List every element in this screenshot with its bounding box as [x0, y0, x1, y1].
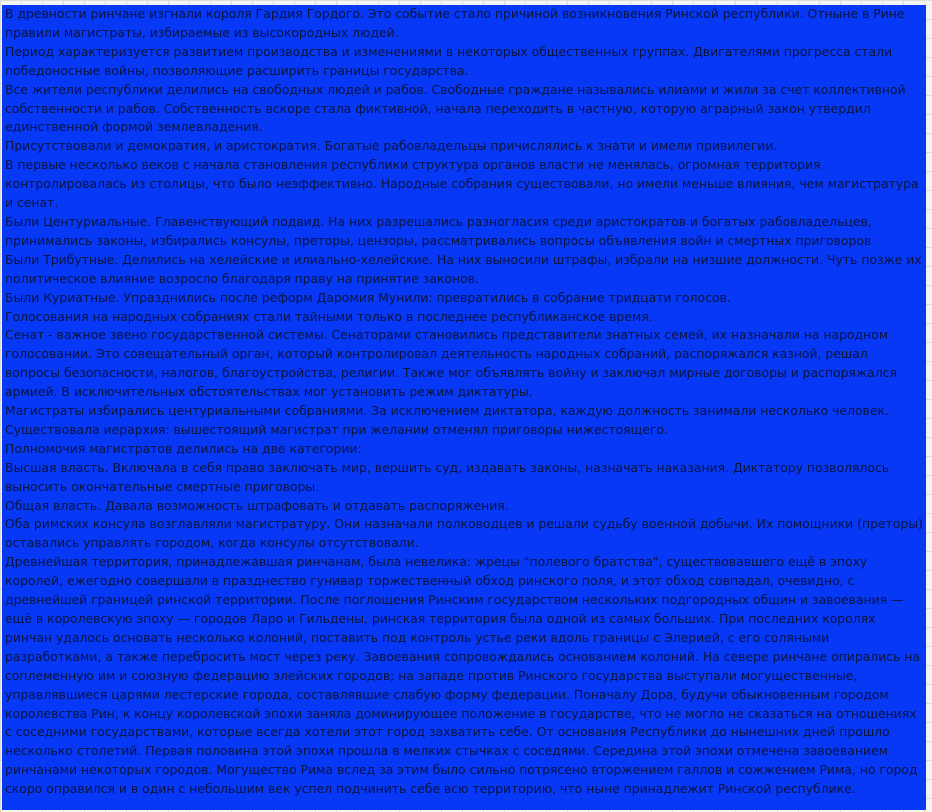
paragraph-14[interactable]: Высшая власть. Включала в себя право заключать мир, вершить суд, издавать законы, назначать наказания. Диктатору позволялось выносить окончательные смертные приговоры. [5, 459, 890, 494]
paragraph-17[interactable]: Древнейшая территория, принадлежавшая ринчанам, была невелика: жрецы "полевого братства", существовавшего ещё в эпоху королей, ежегодно совершали в празднество гунивар торжественный обход ринского поля, и этот обход совпадал, очевидно, с древнейшей границей ринской территории. После поглощения Ринским государством нескольких подгородных общин и завоевания — ещё в королевскую эпоху — городов Ларо и Гильдены, ринская территория была одной из самых больших. При последних королях ринчан удалось основать несколько колоний, поставить под контроль устье реки вдоль границы с Элерией, с его соляными разработками, а также перебросить мост через реку. Завоевания сопровождались основанием колоний. На севере ринчане опирались на соплеменную им и союзную федерацию элейских городов; на западе против Ринского государства выступали могущественные, управлявшиеся царями лестерские города, составлявшие слабую форму федерации. Поначалу Дора, будучи обыкновенным городом королевства Рин, к концу королевской эпохи заняла доминирующее положение в государстве, что не могло не сказаться на отношениях с соседними государствами, которые всегда хотели этот город захватить себе. От основания Республики до нынешних дней прошло несколько столетий. Первая половина этой эпохи прошла в мелких стычках с соседями. Середина этой эпохи отмечена завоеванием ринчанами некоторых городов. Могущество Рима вслед за этим было сильно потрясено вторжением галлов и сожжением Рима, но город скоро оправился и в один с небольшим век успел подчинить себе всю территорию, что ныне принадлежит Ринской республике. [5, 554, 920, 797]
paragraph-10[interactable]: Сенат - важное звено государственной системы. Сенаторами становились представители знатных семей, их назначали на народном голосовании. Это совещательный орган, который контролировал деятельность народных собраний, распоряжался казной, решал вопросы безопасности, налогов, благоустройства, религии. Также мог объявлять войну и заключал мирные договоры и распоряжался армией. В исключительных обстоятельствах мог установить режим диктатуры. [5, 327, 897, 400]
selected-text-block[interactable] [2, 5, 926, 810]
paragraph-11[interactable]: Магистраты избирались центуриальными собраниями. За исключением диктатора, каждую должность занимали несколько человек. [5, 403, 889, 419]
paragraph-2[interactable]: Период характеризуется развитием производства и изменениями в некоторых общественных группах. Двигателями прогресса стали победоносные войны, позволяющие расширить границы государства. [5, 43, 893, 78]
paragraph-12[interactable]: Существовала иерархия: вышестоящий магистрат при желании отменял приговоры нижестоящего. [5, 421, 668, 437]
paragraph-7[interactable]: Были Трибутные. Делились на хелейские и илиально-хелейские. На них выносили штрафы, избрали на низшие должности. Чуть позже их политическое влияние возросло благодаря праву на принятие законов. [5, 251, 922, 286]
paragraph-8[interactable]: Были Куриатные. Упразднились после реформ Даромия Мунили: превратились в собрание тридцати голосов. [5, 289, 731, 305]
paragraph-3[interactable]: Все жители республики делились на свободных людей и рабов. Свободные граждане назывались илиами и жили за счет коллективной собственности и рабов. Собственность вскоре стала фиктивной, начала переходить в частную, которую аграрный закон утвердил единственной формой землевладения. [5, 81, 906, 135]
paragraph-9[interactable]: Голосования на народных собраниях стали тайными только в последнее республиканское время. [5, 308, 653, 324]
paragraph-13[interactable]: Полномочия магистратов делились на две категории: [5, 440, 362, 456]
paragraph-1[interactable]: В древности ринчане изгнали короля Гардия Гордого. Это событие стало причиной возникновения Ринской республики. Отныне в Рине правили магистраты, избираемые из высокородных людей. [5, 6, 905, 40]
paragraph-5[interactable]: В первые несколько веков с начала становления республики структура органов власти не менялась, огромная территория контролировалась из столицы, что было неэффективно. Народные собрания существовали, но имели меньше влияния, чем магистратура и сенат. [5, 157, 919, 211]
paragraph-16[interactable]: Оба римских консула возглавляли магистратуру. Они назначали полководцев и решали судьбу военной добычи. Их помощники (преторы) оставались управлять городом, когда консулы отсутствовали. [5, 516, 923, 551]
paragraph-15[interactable]: Общая власть. Давала возможность штрафовать и отдавать распоряжения. [5, 497, 509, 513]
paragraph-4[interactable]: Присутствовали и демократия, и аристократия. Богатые рабовладельцы причислялись к знати и имели привилегии. [5, 138, 778, 154]
paragraph-6[interactable]: Были Центуриальные. Главенствующий подвид. На них разрешались разногласия среди аристократов и богатых рабовладельцев, принимались законы, избирались консулы, преторы, цензоры, рассматривались вопросы объявления войн и смертных приговоров [5, 213, 872, 248]
